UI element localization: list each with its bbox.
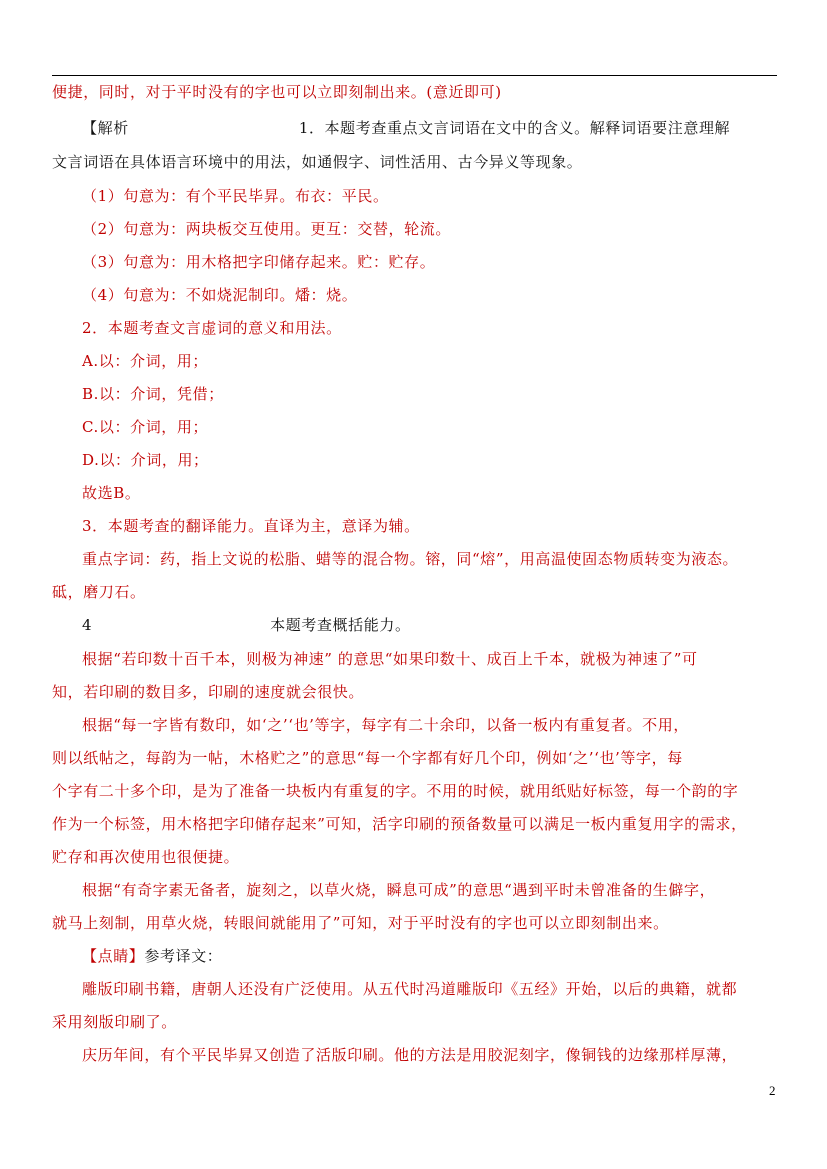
text-line: 个字有二十多个印，是为了准备一块板内有重复的字。不用的时候，就用纸贴好标签，每一个韵的字 xyxy=(52,782,739,800)
analysis-heading-line xyxy=(82,118,812,138)
option-a: A.以：介词，用； xyxy=(82,352,209,370)
option-c: C.以：介词，用； xyxy=(82,418,209,436)
analysis-label: 【解析 xyxy=(82,119,129,137)
text-line: 便捷，同时，对于平时没有的字也可以立即刻制出来。(意近即可) xyxy=(52,83,502,101)
text-line: 知，若印刷的数目多，印刷的速度就会很快。 xyxy=(52,683,365,701)
dianjing-text: 参考译文： xyxy=(144,947,223,965)
text-line: 采用刻版印刷了。 xyxy=(52,1013,177,1031)
text-line: 庆历年间，有个平民毕昇又创造了活版印刷。他的方法是用胶泥刻字，像铜钱的边缘那样厚薄， xyxy=(82,1046,738,1064)
text-line: 根据“若印数十百千本，则极为神速” 的意思“如果印数十、成百上千本，就极为神速了”可 xyxy=(82,650,698,668)
dianjing-heading-line xyxy=(82,946,812,966)
text-line: 文言词语在具体语言环境中的用法，如通假字、词性活用、古今异义等现象。 xyxy=(52,153,583,171)
q4-number: 4 xyxy=(82,616,93,634)
text-line: （2）句意为：两块板交互使用。更互：交替，轮流。 xyxy=(82,220,451,238)
text-line: 作为一个标签，用木格把字印储存起来”可知，活字印刷的预备数量可以满足一板内重复用字的需求， xyxy=(52,815,747,833)
analysis-q1-text: 1．本题考查重点文言词语在文中的含义。解释词语要注意理解 xyxy=(298,119,731,137)
text-line: （4）句意为：不如烧泥制印。燔：烧。 xyxy=(82,286,358,304)
text-line: 雕版印刷书籍，唐朝人还没有广泛使用。从五代时冯道雕版印《五经》开始，以后的典籍，就都 xyxy=(82,980,738,998)
text-line: 则以纸帖之，每韵为一帖，木格贮之”的意思“每一个字都有好几个印，例如‘之’‘也’等字，每 xyxy=(52,749,683,767)
text-line: 砥，磨刀石。 xyxy=(52,583,146,601)
text-line: 根据“有奇字素无备者，旋刻之，以草火烧，瞬息可成”的意思“遇到平时未曾准备的生僻字， xyxy=(82,881,716,899)
text-line: 重点字词：药，指上文说的松脂、蜡等的混合物。镕，同“熔”，用高温使固态物质转变为液态。 xyxy=(82,550,739,568)
dianjing-label: 【点睛】 xyxy=(82,947,145,965)
option-b: B.以：介词，凭借； xyxy=(82,385,224,403)
text-line: 2．本题考查文言虚词的意义和用法。 xyxy=(82,319,342,337)
text-line: 就马上刻制，用草火烧，转眼间就能用了”可知，对于平时没有的字也可以立即刻制出来。 xyxy=(52,914,669,932)
answer-line: 故选B。 xyxy=(82,484,141,502)
text-line: 贮存和再次使用也很便捷。 xyxy=(52,848,240,866)
q4-text: 本题考查概括能力。 xyxy=(270,616,411,634)
q4-heading-line xyxy=(82,615,812,635)
option-d: D.以：介词，用； xyxy=(82,451,209,469)
text-line: （1）句意为：有个平民毕昇。布衣：平民。 xyxy=(82,187,389,205)
page-number: 2 xyxy=(769,1083,776,1098)
text-line: 3．本题考查的翻译能力。直译为主，意译为辅。 xyxy=(82,517,420,535)
header-rule xyxy=(52,75,777,76)
text-line: （3）句意为：用木格把字印储存起来。贮：贮存。 xyxy=(82,253,436,271)
text-line: 根据“每一字皆有数印，如‘之’‘也’等字，每字有二十余印，以备一板内有重复者。不用， xyxy=(82,716,689,734)
